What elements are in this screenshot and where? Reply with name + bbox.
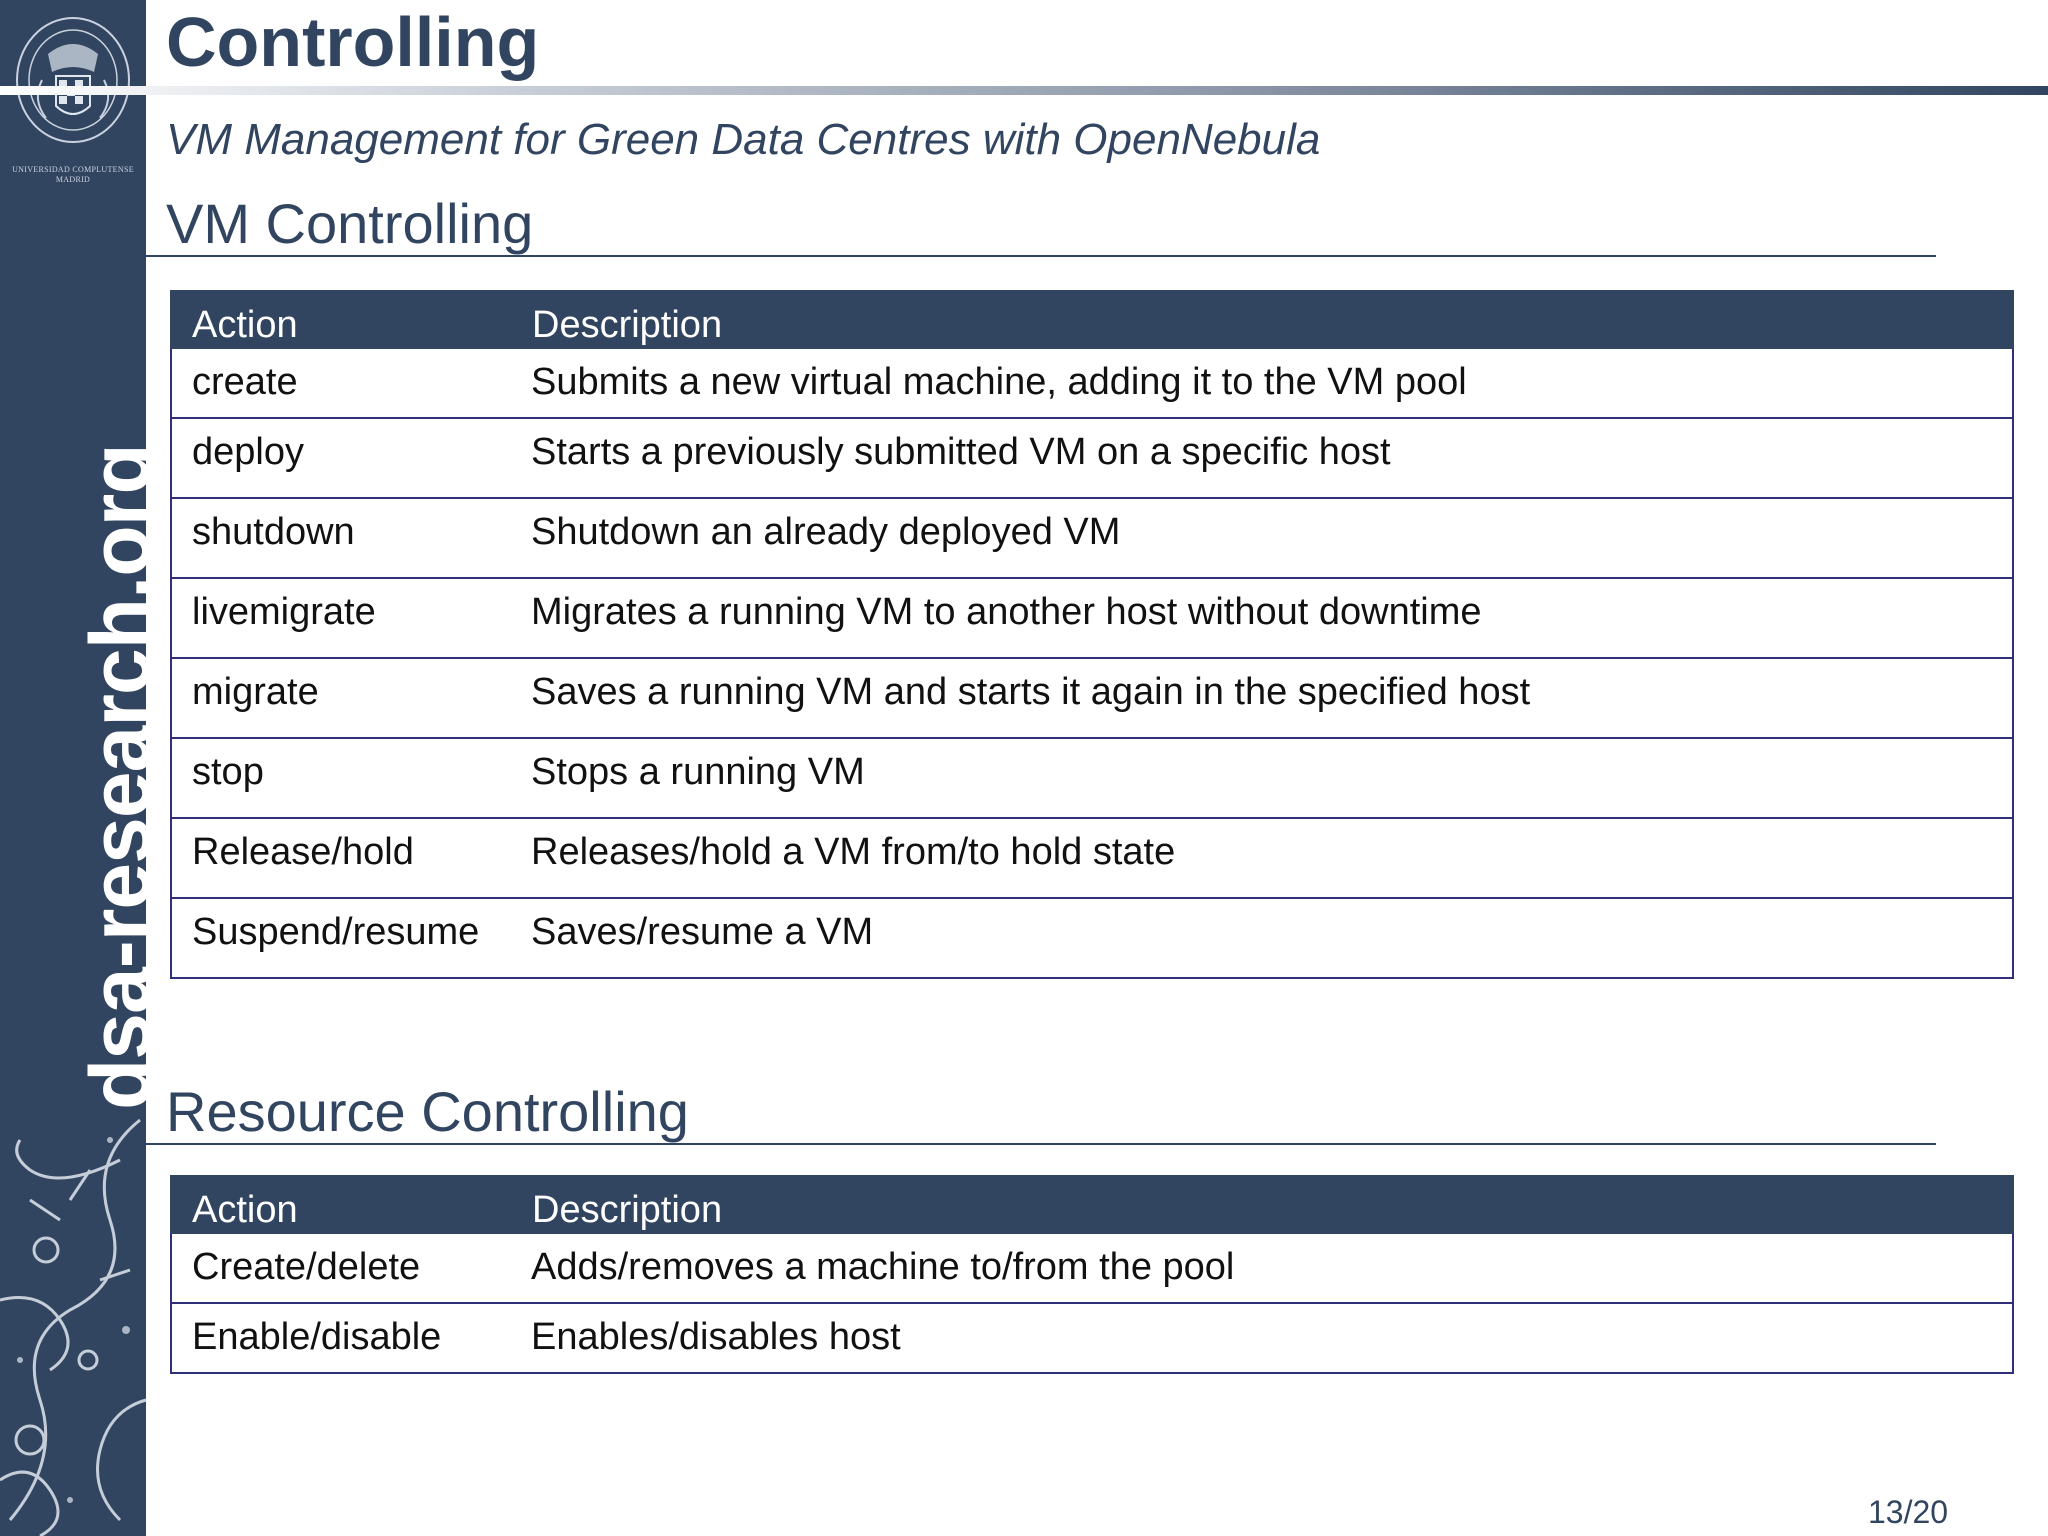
action-cell: migrate <box>171 658 511 738</box>
table-row <box>171 1233 2013 1303</box>
table-row <box>171 658 2013 738</box>
column-header-action: Action <box>171 291 511 348</box>
table-header-row <box>171 1176 2013 1233</box>
description-cell: Submits a new virtual machine, adding it to the VM pool <box>511 348 2013 418</box>
table-row <box>171 898 2013 978</box>
action-cell: Enable/disable <box>171 1303 511 1373</box>
table-row <box>171 498 2013 578</box>
table-row <box>171 818 2013 898</box>
action-cell: livemigrate <box>171 578 511 658</box>
vm-actions-table <box>170 290 2014 979</box>
table-row <box>171 418 2013 498</box>
description-cell: Stops a running VM <box>511 738 2013 818</box>
description-cell: Starts a previously submitted VM on a specific host <box>511 418 2013 498</box>
action-cell: create <box>171 348 511 418</box>
column-header-description: Description <box>511 1176 2013 1233</box>
university-seal-icon <box>12 14 134 150</box>
description-cell: Releases/hold a VM from/to hold state <box>511 818 2013 898</box>
action-cell: shutdown <box>171 498 511 578</box>
action-cell: Release/hold <box>171 818 511 898</box>
resource-section-heading: Resource Controlling <box>166 1080 689 1143</box>
vm-section-heading: VM Controlling <box>166 192 534 255</box>
description-cell: Saves/resume a VM <box>511 898 2013 978</box>
description-cell: Saves a running VM and starts it again in the specified host <box>511 658 2013 738</box>
resource-actions-table <box>170 1175 2014 1374</box>
description-cell: Migrates a running VM to another host without downtime <box>511 578 2013 658</box>
sidebar <box>0 0 167 1536</box>
page-number: 13/20 <box>1868 1494 1949 1530</box>
header-rule <box>0 86 2048 95</box>
description-cell: Enables/disables host <box>511 1303 2013 1373</box>
column-header-action: Action <box>171 1176 511 1233</box>
description-cell: Adds/removes a machine to/from the pool <box>511 1233 2013 1303</box>
page-title: Controlling <box>166 3 540 81</box>
presentation-subtitle: VM Management for Green Data Centres with OpenNebula <box>166 115 1321 164</box>
vm-section-rule <box>146 255 1936 257</box>
table-row <box>171 348 2013 418</box>
table-row <box>171 1303 2013 1373</box>
description-cell: Shutdown an already deployed VM <box>511 498 2013 578</box>
action-cell: Create/delete <box>171 1233 511 1303</box>
column-header-description: Description <box>511 291 2013 348</box>
university-name: UNIVERSIDAD COMPLUTENSE MADRID <box>12 165 134 184</box>
resource-section-rule <box>146 1143 1936 1145</box>
table-row <box>171 738 2013 818</box>
action-cell: deploy <box>171 418 511 498</box>
table-row <box>171 578 2013 658</box>
site-watermark: dsa-research.org <box>73 444 167 1110</box>
table-header-row <box>171 291 2013 348</box>
action-cell: Suspend/resume <box>171 898 511 978</box>
decorative-flourish <box>0 1100 146 1536</box>
action-cell: stop <box>171 738 511 818</box>
